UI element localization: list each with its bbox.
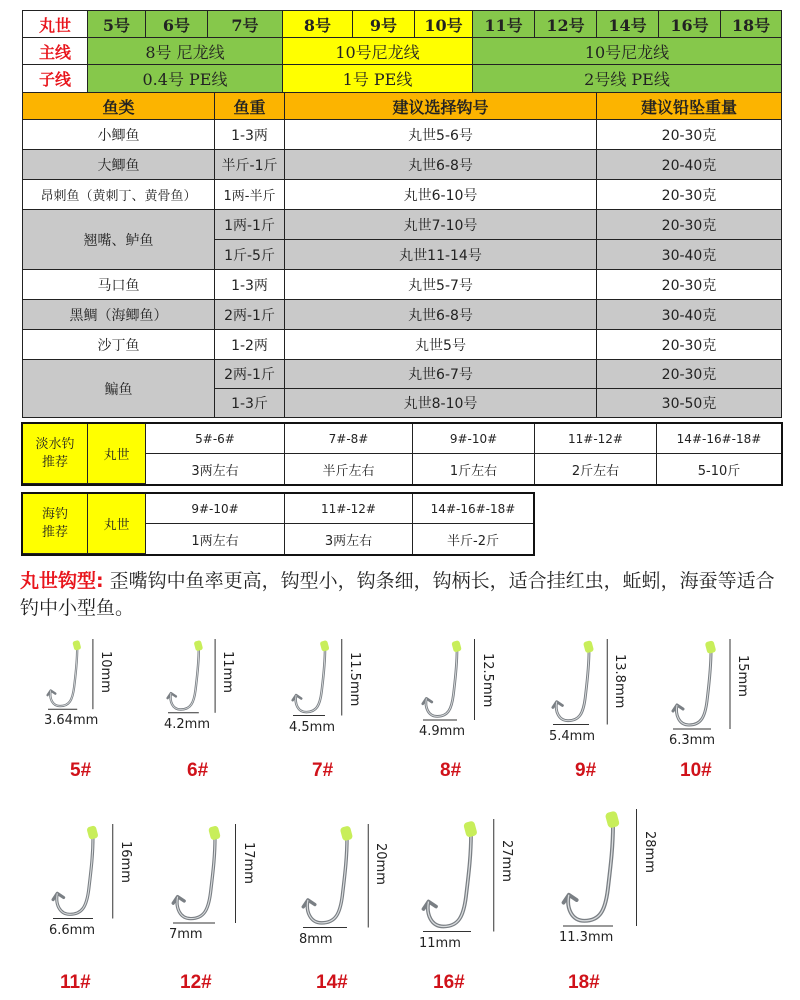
hook-gap-label: 3.64mm — [44, 713, 99, 729]
hook-length-label: 28mm — [641, 831, 657, 873]
table-row-hook: 丸世5号 — [285, 330, 597, 360]
freshwater-hook: 7#-8# — [285, 424, 413, 454]
hook-icon — [45, 820, 155, 932]
hook-number-label: 12# — [180, 972, 212, 993]
table-row-sinker: 20-30克 — [597, 120, 782, 150]
hook-icon — [285, 635, 380, 732]
table-row-hook: 丸世6-7号 — [285, 360, 597, 389]
hook-number-label: 5# — [70, 760, 92, 781]
hook-figure — [665, 635, 765, 750]
hook-number-label: 10# — [680, 760, 712, 781]
table-row-sinker: 20-30克 — [597, 180, 782, 210]
hook-gap-label: 11.3mm — [559, 930, 614, 945]
sea-hook: 9#-10# — [146, 494, 285, 524]
freshwater-weight: 5-10斤 — [657, 454, 781, 484]
hook-length-label: 17mm — [240, 842, 256, 884]
freshwater-hook: 14#-16#-18# — [657, 424, 781, 454]
table-row-weight: 1-3斤 — [215, 389, 285, 418]
hook-number-label: 18# — [568, 972, 600, 993]
table-row-weight: 2两-1斤 — [215, 300, 285, 330]
hook-number-label: 11# — [60, 972, 91, 993]
table-row-weight: 半斤-1斤 — [215, 150, 285, 180]
sea-hook: 11#-12# — [285, 494, 413, 524]
size-7: 7号 — [208, 10, 283, 38]
hook-figure — [415, 635, 520, 750]
hook-figure — [295, 820, 405, 950]
table-row-weight: 2两-1斤 — [215, 360, 285, 389]
hook-number-label: 8# — [440, 760, 462, 781]
table-row-hook: 丸世11-14号 — [285, 240, 597, 270]
hook-length-label: 20mm — [373, 843, 389, 885]
hook-length-label: 10mm — [97, 650, 113, 693]
size-10: 10号 — [415, 10, 473, 38]
size-18: 18号 — [721, 10, 782, 38]
sub-line-medium: 1号 PE线 — [283, 65, 473, 93]
hook-number-label: 7# — [312, 760, 334, 781]
sea-hook: 14#-16#-18# — [413, 494, 533, 524]
table-row-weight: 1两-半斤 — [215, 180, 285, 210]
freshwater-label — [23, 424, 88, 484]
hook-icon — [160, 635, 255, 727]
header-hook: 建议选择钩号 — [285, 93, 597, 120]
freshwater-hook: 11#-12# — [535, 424, 657, 454]
table-row-sinker: 20-30克 — [597, 360, 782, 389]
table-row-fish: 沙丁鱼 — [22, 330, 215, 360]
sea-weight: 3两左右 — [285, 524, 413, 554]
table-row-hook: 丸世6-10号 — [285, 180, 597, 210]
sea-weight: 1两左右 — [146, 524, 285, 554]
freshwater-weight: 1斤左右 — [413, 454, 535, 484]
table-row-fish: 马口鱼 — [22, 270, 215, 300]
hook-gap-label: 11mm — [419, 935, 461, 951]
freshwater-label-line2: 推荐 — [41, 454, 68, 470]
hook-gap-label: 4.5mm — [289, 719, 336, 735]
freshwater-weight: 2斤左右 — [535, 454, 657, 484]
header-sinker: 建议铅坠重量 — [597, 93, 782, 120]
hook-gap-label: 6.3mm — [669, 733, 716, 748]
table-row-hook: 丸世8-10号 — [285, 389, 597, 418]
table-row-sinker: 30-50克 — [597, 389, 782, 418]
hook-number-label: 14# — [316, 972, 348, 993]
hook-figure — [555, 805, 670, 950]
table-row-sinker: 20-30克 — [597, 330, 782, 360]
sub-line-small: 0.4号 PE线 — [88, 65, 283, 93]
hook-figure — [165, 820, 275, 950]
hook-gap-label: 4.2mm — [164, 716, 211, 732]
size-8: 8号 — [283, 10, 353, 38]
table-row-sinker: 30-40克 — [597, 300, 782, 330]
sub-line-large: 2号线 PE线 — [473, 65, 782, 93]
table-row-fish: 黑鲷（海鲫鱼） — [22, 300, 215, 330]
table-row-hook: 丸世7-10号 — [285, 210, 597, 240]
description-text: 歪嘴钩中鱼率更高，钩型小，钩条细，钩柄长，适合挂红虫，蚯蚓，海蚕等适合钓中小型鱼。 — [20, 570, 775, 619]
hook-number-label: 16# — [433, 972, 465, 993]
table-row-hook: 丸世6-8号 — [285, 150, 597, 180]
size-12: 12号 — [535, 10, 597, 38]
hook-length-label: 27mm — [498, 840, 514, 882]
sea-label-line2: 推荐 — [41, 524, 68, 540]
table-row-sinker: 20-40克 — [597, 150, 782, 180]
freshwater-brand: 丸世 — [88, 424, 146, 484]
hook-length-label: 15mm — [735, 655, 750, 697]
hook-figure — [285, 635, 380, 750]
freshwater-hook: 9#-10# — [413, 424, 535, 454]
size-11: 11号 — [473, 10, 535, 38]
table-row-weight: 1-3两 — [215, 120, 285, 150]
hook-figure — [45, 820, 155, 950]
hook-figure — [545, 635, 645, 750]
hook-gap-label: 6.6mm — [49, 922, 96, 938]
table-row-sinker: 20-30克 — [597, 270, 782, 300]
sub-line-label: 子线 — [22, 65, 88, 93]
table-row-weight: 1-3两 — [215, 270, 285, 300]
hook-length-label: 16mm — [117, 841, 133, 883]
hook-description — [20, 568, 785, 622]
sea-weight: 半斤-2斤 — [413, 524, 533, 554]
size-5: 5号 — [88, 10, 146, 38]
freshwater-hook: 5#-6# — [146, 424, 285, 454]
hook-icon — [295, 820, 405, 932]
table-row-hook: 丸世5-6号 — [285, 120, 597, 150]
table-row-hook: 丸世6-8号 — [285, 300, 597, 330]
sea-brand: 丸世 — [88, 494, 146, 554]
size-14: 14号 — [597, 10, 659, 38]
main-line-medium: 10号尼龙线 — [283, 38, 473, 65]
hook-length-label: 11mm — [220, 651, 236, 694]
sea-label — [23, 494, 88, 554]
description-heading: 丸世钩型: — [20, 570, 104, 592]
hook-length-label: 12.5mm — [479, 653, 495, 708]
table-row-weight: 1两-1斤 — [215, 210, 285, 240]
size-16: 16号 — [659, 10, 721, 38]
hook-figure — [160, 635, 255, 745]
hook-gap-label: 8mm — [299, 931, 333, 947]
hook-icon — [165, 820, 275, 932]
hook-figure — [415, 815, 530, 950]
main-line-large: 10号尼龙线 — [473, 38, 782, 65]
table-row-weight: 1-2两 — [215, 330, 285, 360]
table-row-fish: 大鲫鱼 — [22, 150, 215, 180]
table-row-fish: 鳊鱼 — [22, 360, 215, 418]
main-line-label: 主线 — [22, 38, 88, 65]
hook-icon — [665, 635, 765, 732]
header-fish: 鱼类 — [22, 93, 215, 120]
table-row-sinker: 20-30克 — [597, 210, 782, 240]
main-line-small: 8号 尼龙线 — [88, 38, 283, 65]
brand-label: 丸世 — [22, 10, 88, 38]
header-weight: 鱼重 — [215, 93, 285, 120]
size-9: 9号 — [353, 10, 415, 38]
freshwater-weight: 半斤左右 — [285, 454, 413, 484]
hook-gap-label: 7mm — [169, 927, 203, 942]
table-row-fish: 昂刺鱼（黄刺丁、黄骨鱼） — [22, 180, 215, 210]
size-6: 6号 — [146, 10, 208, 38]
table-row-fish: 翘嘴、鲈鱼 — [22, 210, 215, 270]
hook-number-label: 6# — [187, 760, 209, 781]
hook-gap-label: 4.9mm — [419, 724, 466, 739]
sea-label-line1: 海钓 — [41, 506, 68, 522]
table-row-hook: 丸世5-7号 — [285, 270, 597, 300]
hook-figure — [40, 635, 135, 745]
hook-number-label: 9# — [575, 760, 597, 781]
hook-icon — [415, 635, 520, 732]
hook-icon — [545, 635, 645, 732]
table-row-sinker: 30-40克 — [597, 240, 782, 270]
hook-length-label: 13.8mm — [612, 654, 628, 709]
freshwater-weight: 3两左右 — [146, 454, 285, 484]
table-row-weight: 1斤-5斤 — [215, 240, 285, 270]
hook-length-label: 11.5mm — [346, 652, 362, 707]
table-row-fish: 小鲫鱼 — [22, 120, 215, 150]
hook-gap-label: 5.4mm — [549, 728, 596, 744]
freshwater-label-line1: 淡水钓 — [35, 436, 75, 452]
